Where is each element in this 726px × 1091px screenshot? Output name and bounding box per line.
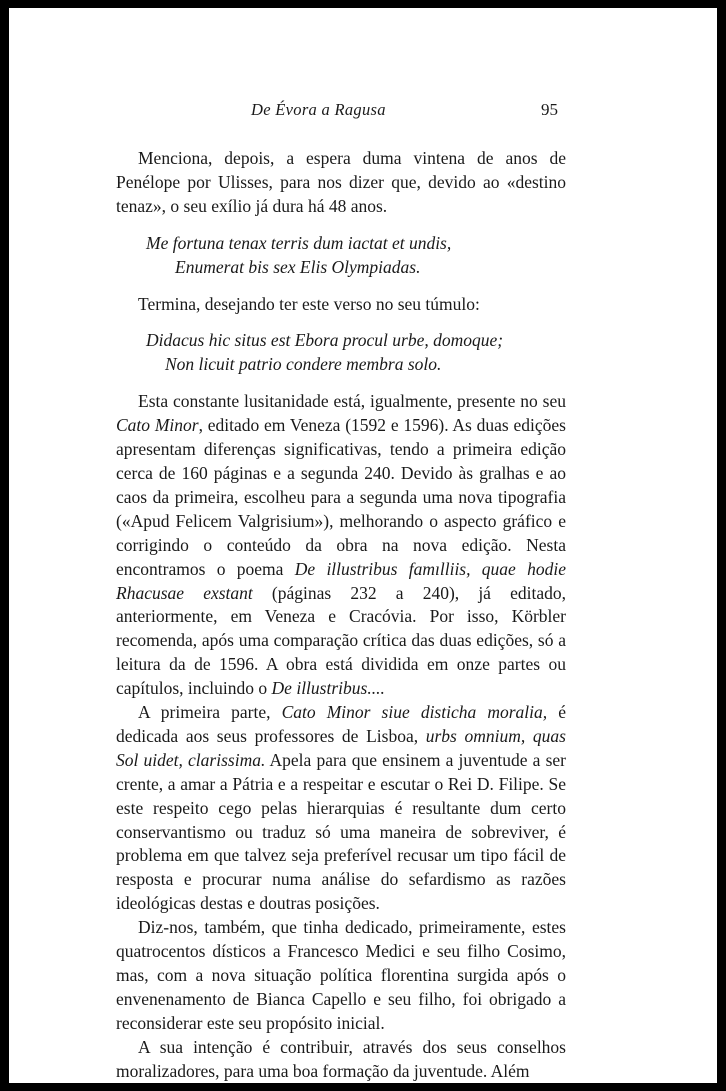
running-title: De Évora a Ragusa (251, 100, 386, 119)
body-text (116, 147, 566, 1083)
p4-text-a: A primeira parte, (138, 702, 282, 723)
page-number: 95 (541, 100, 558, 119)
p4-title-cato-minor: Cato Minor siue disticha moralia, (281, 702, 548, 723)
p3-title-cato-minor: Cato Minor (116, 415, 199, 436)
latin-verse-1 (146, 232, 566, 280)
paragraph-6: A sua intenção é contribuir, através dos seus conselhos moralizadores, para uma boa formação da juventude. Além (116, 1036, 566, 1081)
paragraph-1: Menciona, depois, a espera duma vintena de anos de Penélope por Ulisses, para nos dizer que, devido ao «destino tenaz», o seu exílio já dura há 48 anos. (116, 148, 566, 216)
paragraph-4 (116, 701, 566, 916)
verse-2-line-2: Non licuit patrio condere membra solo. (165, 354, 442, 375)
p4-text-e: Apela para que ensinem a juventude a ser crente, a amar a Pátria e a respeitar e escutar o Rei D. Filipe. Se este respeito cego pelas hierarquias é resultante dum certo conservantismo ou traduz só uma maneira de sobreviver, é problema em que talvez seja preferível recusar um tipo fácil de resposta e procurar numa análise do sefardismo as razões ideológicas destas e doutras posições. (116, 749, 566, 914)
book-page (9, 8, 717, 1083)
p3-text-c: , editado em Veneza (1592 e 1596). As duas edições apresentam diferenças significativas, tendo a primeira edição cerca de 160 páginas e a segunda 240. Devido às gralhas e ao caos da primeira, escolheu para a segunda uma nova tipografia («Apud Felicem Valgrisium»), melhorando o aspecto gráfico e corrigindo o conteúdo da obra na nova edição. Nesta encontramos o poema (116, 415, 566, 579)
latin-verse-2 (146, 329, 566, 377)
paragraph-3 (116, 390, 566, 701)
p4-text-c: é dedicada aos seus professores de Lisboa, (116, 702, 566, 746)
verse-1-line-2: Enumerat bis sex Elis Olympiadas. (175, 256, 421, 277)
verse-1-line-1: Me fortuna tenax terris dum iactat et undis, (146, 232, 452, 253)
paragraph-2: Termina, desejando ter este verso no seu túmulo: (138, 293, 480, 314)
p3-text-e: (páginas 232 a 240), já editado, anteriormente, em Veneza e Cracóvia. Por isso, Körbler recomenda, após uma comparação crítica das duas edições, só a leitura da de 1596. A obra está dividida em onze partes ou capítulos, incluindo o (116, 582, 566, 699)
p3-text-a: Esta constante lusitanidade está, igualmente, presente no seu (138, 391, 566, 412)
verse-2-line-1: Didacus hic situs est Ebora procul urbe, domoque; (146, 330, 504, 351)
paragraph-5: Diz-nos, também, que tinha dedicado, primeiramente, estes quatrocentos dísticos a Francesco Medici e seu filho Cosimo, mas, com a nova situação política florentina surgida após o envenenamento de Bianca Capello e seu filho, foi obrigado a reconsiderar este seu propósito inicial. (116, 917, 566, 1033)
p4-latin-quote: urbs omnium, quas Sol uidet, clarissima. (116, 725, 566, 770)
p3-title-de-illustribus: De illustribus famılliis, quae hodie Rhacusae exstant (116, 558, 566, 603)
p3-title-de-illustribus-short: De illustribus.... (271, 678, 385, 699)
page-header (9, 100, 717, 124)
